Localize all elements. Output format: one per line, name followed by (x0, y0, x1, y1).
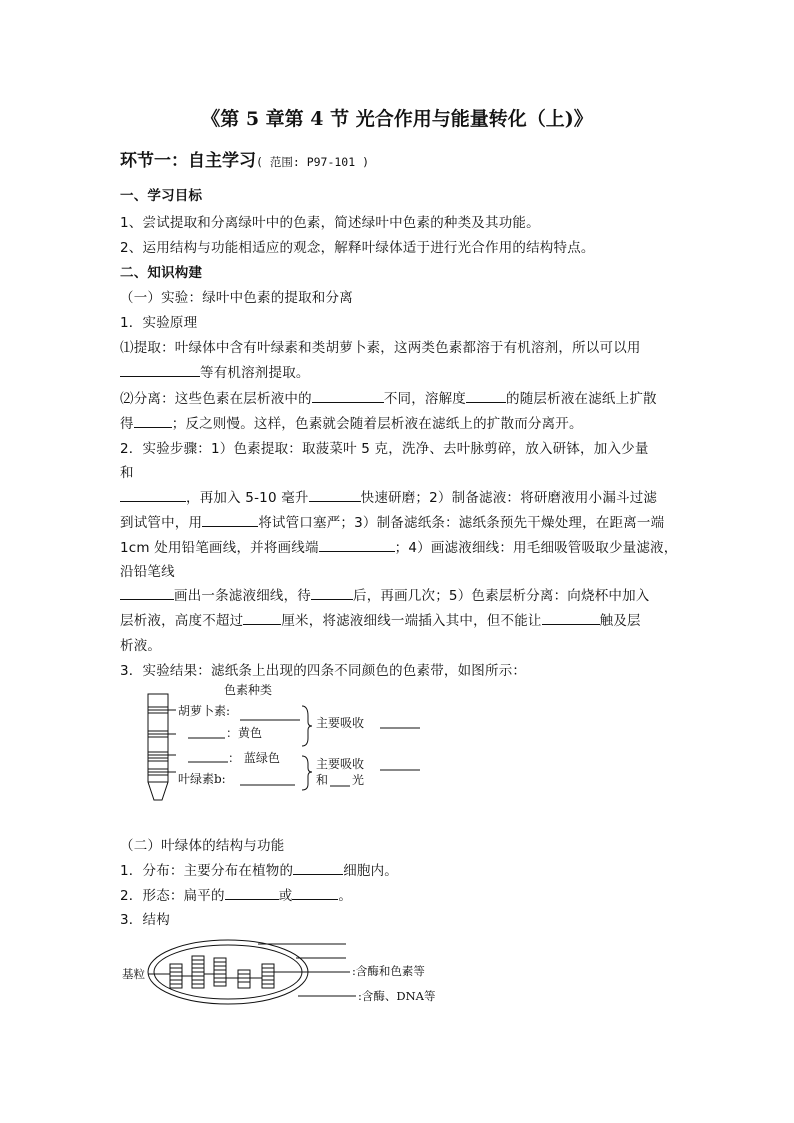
result-line: 3．实验结果：滤纸条上出现的四条不同颜色的色素带，如图所示： (120, 663, 527, 679)
label-enzymes-dna: :含酶、DNA等 (358, 989, 436, 1003)
granum-stack (262, 964, 274, 988)
granum-stack (170, 964, 182, 988)
pigment-band-chlorophyll-a (148, 752, 168, 761)
label-carotene: 胡萝卜素: (178, 704, 231, 718)
knowledge-heading: 二、知识构建 (120, 265, 203, 281)
blank[interactable] (292, 886, 338, 900)
experiment-heading: （一）实验：绿叶中色素的提取和分离 (120, 290, 353, 306)
label-enzymes-pigments: :含酶和色素等 (352, 964, 425, 978)
steps-line-1: 2．实验步骤：1）色素提取：取菠菜叶 5 克，洗净、去叶脉剪碎，放入研钵，加入少量 (120, 441, 649, 457)
section-name: 环节一：自主学习 (120, 151, 256, 171)
label-absorb-2: 主要吸收 (316, 757, 365, 771)
pigment-band-figure (140, 682, 440, 806)
label-absorb-1: 主要吸收 (316, 716, 365, 730)
blank[interactable] (202, 513, 258, 527)
steps-line-6: 沿铅笔线 (120, 564, 175, 580)
separate-line: ⑵分离：这些色素在层析液中的 不同，溶解度 的随层析液在滤纸上扩散 (120, 391, 657, 407)
steps-line-2: 和 (120, 465, 134, 481)
granum-stack (238, 970, 250, 988)
blank[interactable] (120, 488, 186, 502)
blank[interactable] (134, 414, 172, 428)
steps-line-9: 析液。 (120, 638, 162, 654)
extract-line-2: 等有机溶剂提取。 (120, 361, 310, 381)
structure-line: 3．结构 (120, 912, 170, 928)
blank[interactable] (243, 611, 281, 625)
objectives-heading: 一、学习目标 (120, 188, 203, 204)
blank[interactable] (466, 389, 506, 403)
shape-line: 2．形态：扁平的 或 。 (120, 888, 353, 904)
blank[interactable] (293, 861, 343, 875)
steps-line-3: ，再加入 5-10 毫升 快速研磨；2）制备滤液：将研磨液用小漏斗过滤 (120, 486, 657, 506)
blank[interactable] (309, 488, 361, 502)
granum-stack (214, 958, 226, 986)
chloroplast-figure (118, 928, 448, 1018)
steps-line-7: 画出一条滤液细线，待 后，再画几次；5）色素层析分离：向烧杯中加入 (120, 584, 650, 604)
section-range: ( 范围: P97-101 ) (256, 155, 370, 169)
blank[interactable] (542, 611, 600, 625)
label-chlorophyll-b: 叶绿素b: (178, 772, 226, 786)
granum-stack (192, 956, 204, 988)
blank[interactable] (312, 389, 384, 403)
objective-item: 1、尝试提取和分离绿叶中的色素，简述绿叶中色素的种类及其功能。 (120, 215, 540, 231)
pigment-band-chlorophyll-b (148, 769, 168, 775)
steps-line-8: 层析液，高度不超过 厘米，将滤液细线一端插入其中，但不能让 触及层 (120, 613, 641, 629)
section-heading (120, 146, 369, 171)
blank[interactable] (120, 586, 174, 600)
pigment-band-xanthophyll (148, 731, 168, 737)
label-grana: 基粒 (122, 967, 145, 981)
objective-item: 2、运用结构与功能相适应的观念，解释叶绿体适于进行光合作用的结构特点。 (120, 240, 595, 256)
blank[interactable] (120, 363, 200, 377)
blank[interactable] (225, 886, 279, 900)
principle-heading: 1．实验原理 (120, 315, 198, 331)
distribution-line: 1．分布：主要分布在植物的 细胞内。 (120, 863, 399, 879)
blank[interactable] (311, 586, 353, 600)
label-yellow: ：黄色 (226, 726, 263, 740)
chloroplast-heading: （二）叶绿体的结构与功能 (120, 838, 285, 854)
separate-line-2: 得 ；反之则慢。这样，色素就会随着层析液在滤纸上的扩散而分离开。 (120, 416, 583, 432)
steps-line-4: 到试管中，用 将试管口塞严；3）制备滤纸条：滤纸条预先干燥处理，在距离一端 (120, 515, 665, 531)
figure-header: 色素种类 (224, 683, 273, 697)
blank[interactable] (319, 538, 395, 552)
label-light: 光 (352, 773, 365, 787)
page-title: 《第 5 章第 4 节 光合作用与能量转化（上)》 (201, 108, 593, 130)
steps-line-5: 1cm 处用铅笔画线，并将画线端 ；4）画滤液细线：用毛细吸管吸取少量滤液， (120, 540, 678, 556)
label-and: 和 (316, 773, 329, 787)
extract-text: ⑴提取：叶绿体中含有叶绿素和类胡萝卜素，这两类色素都溶于有机溶剂，所以可以用 (120, 340, 641, 356)
label-bluegreen: ： 蓝绿色 (228, 751, 280, 765)
pigment-band-carotene (148, 707, 168, 713)
